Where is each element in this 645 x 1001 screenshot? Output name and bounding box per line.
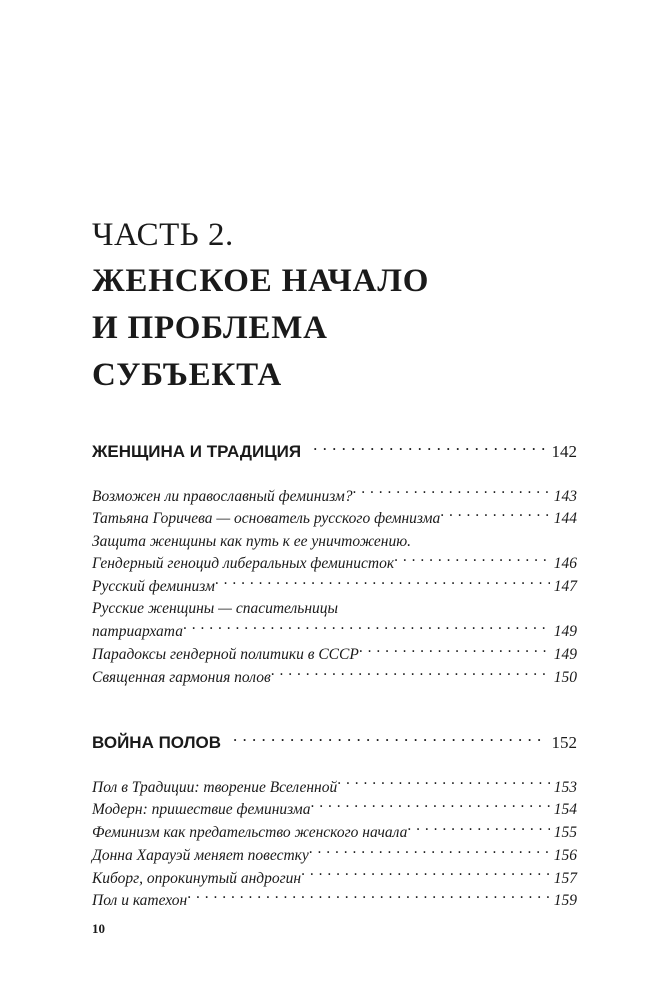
dot-leader xyxy=(394,553,550,569)
toc-entry[interactable] xyxy=(92,531,577,576)
dot-leader xyxy=(407,822,549,838)
toc-entry[interactable] xyxy=(92,485,577,508)
section-title: ЖЕНЩИНА И ТРАДИЦИЯ xyxy=(92,442,302,461)
toc-entry[interactable] xyxy=(92,644,577,667)
entry-title: Парадоксы гендерной политики в СССР xyxy=(92,646,359,664)
entry-page: 146 xyxy=(553,555,577,573)
entry-title: Пол в Традиции: творение Вселенной xyxy=(92,778,338,796)
entry-title-line: Русские женщины — спасительницы xyxy=(92,600,339,618)
toc-entry[interactable] xyxy=(92,776,577,799)
entry-title: Модерн: пришествие феминизма xyxy=(92,801,311,819)
entry-title: Феминизм как предательство женского начала xyxy=(92,824,408,842)
entry-title: Татьяна Горичева — основатель русского фемнизма xyxy=(92,510,441,528)
dot-leader xyxy=(337,776,550,792)
entry-title: Русский феминизм xyxy=(92,578,215,596)
dot-leader xyxy=(359,644,550,660)
dot-leader xyxy=(301,867,550,883)
entry-page: 159 xyxy=(553,892,577,910)
toc-entry[interactable] xyxy=(92,666,577,689)
toc-section-heading[interactable] xyxy=(92,440,577,464)
part-number: ЧАСТЬ 2. xyxy=(92,217,234,253)
dot-leader xyxy=(309,844,550,860)
entry-title: Пол и катехон xyxy=(92,892,188,910)
dot-leader xyxy=(353,485,550,501)
toc-section-war-of-sexes xyxy=(92,731,577,913)
entry-page: 153 xyxy=(553,778,577,796)
entry-page: 155 xyxy=(553,824,577,842)
toc-entry[interactable] xyxy=(92,598,577,643)
entry-title: Киборг, опрокинутый андрогин xyxy=(92,869,302,887)
entry-page: 154 xyxy=(553,801,577,819)
toc-section-women-and-tradition xyxy=(92,440,577,689)
dot-leader xyxy=(233,731,545,748)
dot-leader xyxy=(215,576,550,592)
toc-entry[interactable] xyxy=(92,844,577,867)
part-title-line: СУБЪЕКТА xyxy=(92,357,282,393)
dot-leader xyxy=(187,890,550,906)
entry-page: 157 xyxy=(553,869,577,887)
entry-title: Священная гармония полов xyxy=(92,668,271,686)
section-page: 142 xyxy=(551,442,577,461)
entry-title: Донна Харауэй меняет повестку xyxy=(92,846,309,864)
entry-title: Возможен ли православный феминизм? xyxy=(92,487,353,505)
part-title-line: И ПРОБЛЕМА xyxy=(92,310,328,346)
dot-leader xyxy=(271,666,550,682)
part-heading xyxy=(92,212,592,399)
section-page: 152 xyxy=(551,733,577,752)
dot-leader xyxy=(313,440,545,457)
entry-page: 149 xyxy=(553,646,577,664)
toc-entry[interactable] xyxy=(92,799,577,822)
dot-leader xyxy=(440,508,550,524)
dot-leader xyxy=(310,799,549,815)
entry-title: патриархата xyxy=(92,623,183,641)
toc-entry[interactable] xyxy=(92,822,577,845)
toc-entry[interactable] xyxy=(92,576,577,599)
entry-page: 147 xyxy=(553,578,577,596)
entry-title-line: Защита женщины как путь к ее уничтожению. xyxy=(92,532,412,550)
entry-page: 150 xyxy=(553,668,577,686)
toc-entry[interactable] xyxy=(92,508,577,531)
entry-page: 156 xyxy=(553,846,577,864)
part-title-line: ЖЕНСКОЕ НАЧАЛО xyxy=(92,263,430,299)
toc-entry[interactable] xyxy=(92,867,577,890)
toc-entry[interactable] xyxy=(92,890,577,913)
page-number: 10 xyxy=(92,921,105,936)
entry-title: Гендерный геноцид либеральных феминисток xyxy=(92,555,395,573)
entry-page: 149 xyxy=(553,623,577,641)
dot-leader xyxy=(183,621,550,637)
entry-page: 144 xyxy=(553,510,577,528)
toc-section-heading[interactable] xyxy=(92,731,577,755)
section-title: ВОЙНА ПОЛОВ xyxy=(92,733,222,752)
entry-page: 143 xyxy=(553,487,577,505)
